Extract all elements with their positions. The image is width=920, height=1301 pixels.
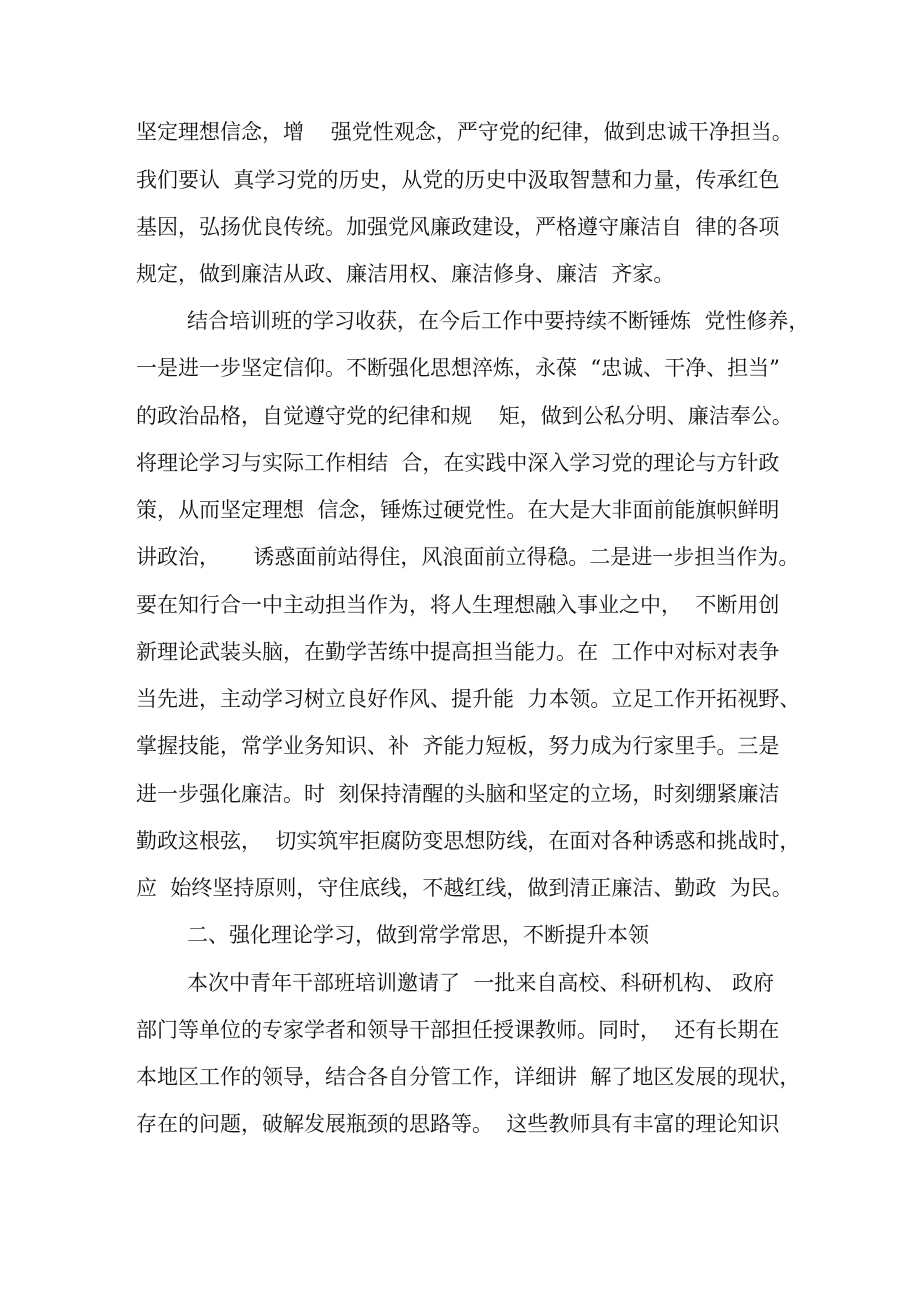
text-line: 应 始终坚持原则，守住底线，不越红线，做到清正廉洁、勤政 为民。	[136, 876, 793, 900]
text-line: 本地区工作的领导，结合各自分管工作，详细讲 解了地区发展的现状，	[136, 1065, 801, 1089]
text-line: 的政治品格，自觉遵守党的纪律和规 矩，做到公私分明、廉洁奉公。	[136, 404, 793, 428]
text-line: 讲政治， 诱惑面前站得住，风浪面前立得稳。二是进一步担当作为。	[136, 545, 800, 569]
text-line: 策，从而坚定理想 信念，锤炼过硬党性。在大是大非面前能旗帜鲜明	[136, 498, 780, 522]
text-line: 一是进一步坚定信仰。不断强化思想淬炼，永葆 “忠诚、干净、担当”	[136, 356, 780, 380]
text-line: 规定，做到廉洁从政、廉洁用权、廉洁修身、廉洁 齐家。	[136, 262, 675, 286]
text-line: 当先进，主动学习树立良好作风、提升能 力本领。立足工作开拓视野、	[136, 687, 801, 711]
text-line: 勤政这根弦， 切实筑牢拒腐防变思想防线，在面对各种诱惑和挑战时，	[136, 829, 801, 853]
text-line: 存在的问题，破解发展瓶颈的思路等。 这些教师具有丰富的理论知识	[136, 1112, 780, 1136]
text-line: 我们要认 真学习党的历史，从党的历史中汲取智慧和力量，传承红色	[136, 168, 780, 192]
text-line: 新理论武装头脑，在勤学苦练中提高担当能力。在 工作中对标对表争	[136, 640, 780, 664]
text-line: 基因，弘扬优良传统。加强党风廉政建设，严格遵守廉洁自 律的各项	[136, 215, 780, 239]
paragraph-start-line: 本次中青年干部班培训邀请了 一批来自高校、科研机构、 政府	[187, 971, 775, 995]
text-line: 要在知行合一中主动担当作为，将人生理想融入事业之中， 不断用创	[136, 593, 780, 617]
paragraph-start-line: 结合培训班的学习收获，在今后工作中要持续不断锤炼 党性修养，	[187, 309, 810, 333]
text-line: 掌握技能，常学业务知识、补 齐能力短板，努力成为行家里手。三是	[136, 734, 780, 758]
text-line: 将理论学习与实际工作相结 合，在实践中深入学习党的理论与方针政	[136, 451, 780, 475]
text-line: 进一步强化廉洁。时 刻保持清醒的头脑和坚定的立场，时刻绷紧廉洁	[136, 782, 780, 806]
section-heading: 二、强化理论学习，做到常学常思，不断提升本领	[187, 923, 649, 947]
text-line: 部门等单位的专家学者和领导干部担任授课教师。同时， 还有长期在	[136, 1018, 780, 1042]
text-line: 坚定理想信念，增 强党性观念，严守党的纪律，做到忠诚干净担当。	[136, 120, 793, 144]
